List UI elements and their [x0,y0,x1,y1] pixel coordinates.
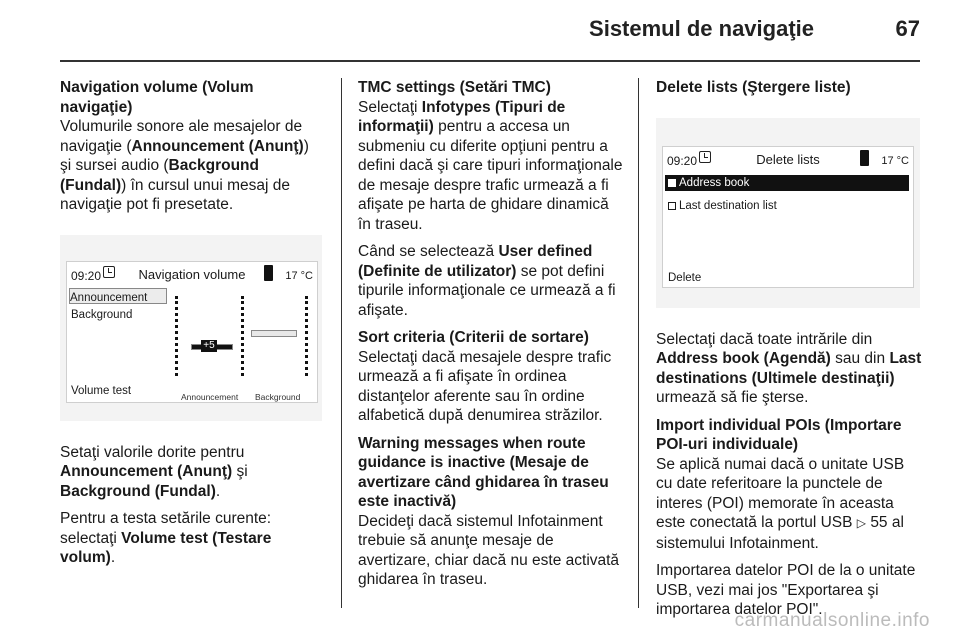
checkbox-unchecked-icon [668,202,676,210]
slider-track-dots [305,296,308,376]
paragraph-import-usb: Importarea datelor POI de la o unitate USB, vezi mai jos "Exportarea şi importarea datelor POI". [656,562,916,618]
label-background: Background [255,391,301,402]
section-heading-warning-messages: Warning messages when route guidance is inactive (Mesaje de avertizare când ghidarea în traseu este inactivă) [358,434,609,510]
temperature-readout: 17 °C [881,154,909,167]
thermometer-icon [264,265,273,281]
label-announcement: Announcement [181,391,239,402]
paragraph-warning-messages: Decideţi dacă sistemul Infotainment trebuie să anunţe mesaje de avertizare, chiar dacă nu este activată ghidarea în traseu. [358,512,620,588]
paragraph-infotypes: Selectaţi Infotypes (Tipuri de informaţii) pentru a accesa un submeniu cu diferite opţiuni pentru a defini dacă şi care tipuri informaţionale de mesaje despre trafic urmează a fi afişate pe harta de ghidare dinamică în traseu. [358,98,623,233]
section-heading-tmc-settings: TMC settings (Setări TMC) [358,79,551,96]
section-heading-import-pois: Import individual POIs (Importare POI-uri individuale) [656,416,902,453]
section-heading-sort-criteria: Sort criteria (Criterii de sortare) [358,329,589,346]
paragraph-volume-test: Pentru a testa setările curente: selectaţi Volume test (Testare volum). [60,510,272,566]
paragraph-navigation-volume: Volumurile sonore ale mesajelor de navigaţie (Announcement (Anunţ)) şi sursei audio (Background (Fundal)) în cursul unui mesaj de navigaţie pot fi presetate. [60,118,309,213]
screen-title: Navigation volume [138,266,246,282]
checkbox-checked-icon [668,179,676,187]
menu-item-address-book[interactable]: Address book [665,175,909,191]
paragraph-import-pois: Se aplică numai dacă o unitate USB cu date referitoare la punctele de interes (POI) memorate în aceasta este conectată la portul USB ▷ 55 al sistemului Infotainment. [656,455,905,552]
menu-item-background[interactable]: Background [71,308,133,321]
slider-track-dots [175,296,178,376]
header-rule [60,60,920,62]
temperature-readout: 17 °C [285,269,313,282]
column-divider-1 [341,78,342,608]
section-heading-navigation-volume: Navigation volume (Volum navigaţie) [60,79,254,116]
column-divider-2 [638,78,639,608]
menu-item-delete[interactable]: Delete [668,271,702,284]
screen-title: Delete lists [756,151,820,167]
page-reference-link[interactable]: 55 [870,514,888,531]
column-1 [60,78,322,576]
menu-item-announcement[interactable]: Announcement [69,288,167,304]
paragraph-delete-lists: Selectaţi dacă toate intrările din Address book (Agendă) sau din Last destinations (Ultimele destinaţii) urmează să fie şterse. [656,330,922,406]
clock-time: 09:20 [71,268,102,283]
screenshot-delete-lists [656,118,920,308]
menu-item-volume-test[interactable]: Volume test [71,384,132,397]
page-reference-arrow-icon: ▷ [856,516,866,530]
clock-time: 09:20 [667,153,698,168]
watermark: carmanualsonline.info [734,610,930,631]
screenshot-navigation-volume [60,235,322,421]
announcement-slider-knob[interactable]: +5 [201,340,217,352]
thermometer-icon [860,150,869,166]
column-2 [358,78,623,598]
page-header-title: Sistemul de navigaţie [589,16,814,41]
section-heading-delete-lists: Delete lists (Ştergere liste) [656,79,851,96]
paragraph-user-defined: Când se selectează User defined (Definite de utilizator) se pot defini tipurile informaţionale ce urmează a fi afişate. [358,243,616,319]
menu-item-last-destination-list[interactable]: Last destination list [668,197,777,217]
page-number: 67 [895,16,920,41]
background-slider[interactable] [251,330,297,337]
paragraph-set-values: Setaţi valorile dorite pentru Announcement (Anunţ) şi Background (Fundal). [60,443,248,500]
column-3 [656,78,924,628]
paragraph-sort-criteria: Selectaţi dacă mesajele despre trafic urmează a fi afişate în ordinea distanţelor aferente sau în ordine alfabetică după denumirea străzilor. [358,348,612,424]
slider-track-dots [241,296,244,376]
